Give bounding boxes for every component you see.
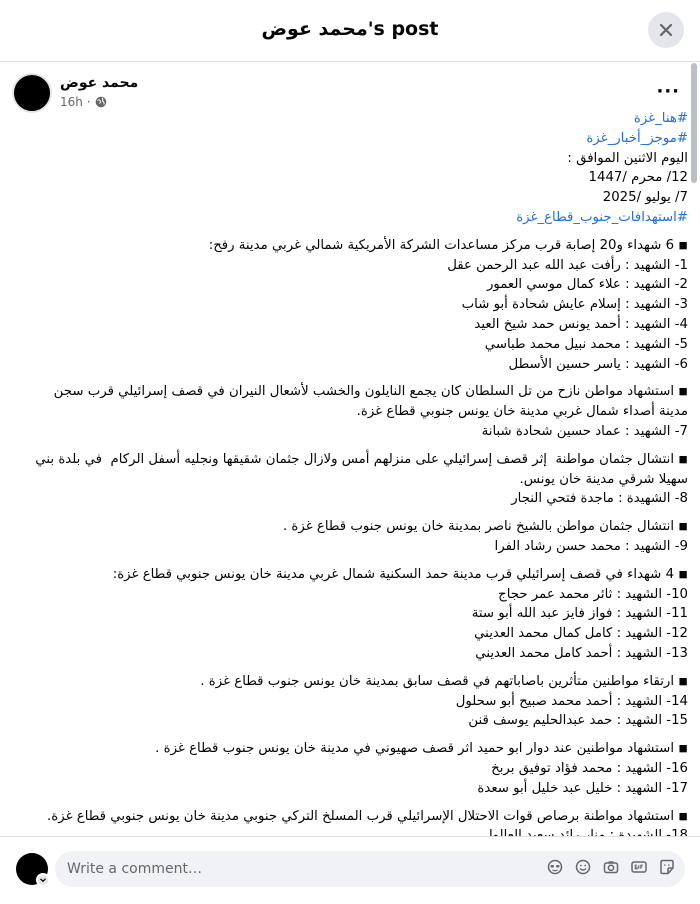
comment-input-box[interactable] [55, 851, 685, 887]
post-text [16, 109, 688, 846]
post-text-line: 10- الشهيد : ثائر محمد عمر حجاج [498, 586, 688, 602]
post-text-line: ◾ استشهاد مواطنة برصاص قوات الاحتلال الإسرائيلي قرب المسلخ التركي جنوبي مدينة خان يونس جنوبي قطاع غزة. [47, 808, 688, 824]
post-text-line: 7/ يوليو /2025 [602, 190, 688, 206]
post-text-line: 15- الشهيد : حمد عبدالحليم يوسف قنن [468, 713, 688, 729]
hashtag-link[interactable]: #هنا_غزة [633, 111, 688, 126]
close-button[interactable] [648, 12, 684, 48]
emoji-button[interactable] [575, 859, 591, 875]
post-meta [60, 95, 107, 109]
gif-icon [631, 859, 647, 875]
close-icon [658, 22, 674, 38]
author-avatar[interactable] [12, 73, 52, 113]
hashtag-link[interactable]: #استهدافات_جنوب_قطاع_غزة [516, 209, 688, 225]
post-text-line: 6- الشهيد : ياسر حسين الأسطل [508, 356, 688, 372]
gif-button[interactable] [631, 859, 647, 875]
post-text-line: 17- الشهيد : خليل عبد خليل أبو سعدة [477, 780, 688, 796]
camera-button[interactable] [603, 859, 619, 875]
post-text-line: 16- الشهيد : محمد فؤاد توفيق بربخ [491, 760, 688, 776]
post-text-line: 9- الشهيد : محمد حسن رشاد الفرا [494, 538, 688, 554]
post-text-line: 3- الشهيد : إسلام عايش شحادة أبو شاب [461, 297, 688, 313]
post-title: محمد عوض's post [261, 18, 439, 40]
post-text-line: ◾ استشهاد مواطن نازح من تل السلطان كان يجمع النايلون والخشب لأشعال النيران في قصف إسرائيلي قرب سجن [53, 384, 688, 400]
post-text-line: 8- الشهيدة : ماجدة فتحي النجار [511, 491, 688, 507]
post-time[interactable]: 16h · [60, 95, 91, 109]
comment-tools [547, 859, 675, 875]
post-text-line: ◾ ارتقاء مواطنين متأثرين باصاباتهم في قصف سابق بمدينة خان يونس جنوب قطاع غزة . [200, 673, 688, 689]
post-text-line: ◾ انتشال جثمان مواطن بالشيخ ناصر بمدينة خان يونس جنوب قطاع غزة . [282, 519, 688, 535]
post-text-line: سهيلا شرقي مدينة خان يونس. [519, 471, 688, 487]
scrollbar-thumb[interactable] [691, 63, 697, 183]
post-text-line: 13- الشهيد : أحمد كامل محمد العديني [475, 645, 688, 661]
post-text-line: ◾ 4 شهداء في قصف إسرائيلي قرب مدينة حمد السكنية شمال غربي مدينة خان يونس جنوبي قطاع غزة: [112, 566, 688, 582]
post-text-line: اليوم الاثنين الموافق : [567, 150, 688, 166]
post-scroll-area[interactable] [0, 63, 700, 835]
post-text-line: 11- الشهيد : فواز فايز عبد الله أبو ستة [471, 606, 688, 622]
comment-input[interactable] [67, 851, 447, 887]
sticker-icon [659, 859, 675, 875]
more-options-button[interactable] [656, 81, 680, 102]
avatar-sticker-button[interactable] [547, 859, 563, 875]
post-text-line: 14- الشهيد : أحمد محمد صبيح أبو سحلول [455, 693, 688, 709]
globe-icon [95, 96, 107, 108]
avatar-sticker-icon [547, 859, 563, 875]
more-icon: ··· [656, 81, 680, 102]
post-text-line: 2- الشهيد : علاء كمال موسي العمور [486, 277, 688, 293]
post-text-line: ◾ استشهاد مواطنين عند دوار ابو حميد اثر قصف صهيوني في مدينة خان يونس جنوب قطاع غزة . [155, 741, 688, 757]
hashtag-link[interactable]: #موجز_أخبار_غزة [586, 130, 688, 146]
post-header [0, 0, 700, 62]
account-switch-badge[interactable] [36, 873, 50, 887]
post-text-line: 12/ محرم /1447 [588, 170, 688, 186]
sticker-button[interactable] [659, 859, 675, 875]
author-name[interactable]: محمد عوض [60, 75, 139, 91]
post-text-line: 5- الشهيد : محمد نبيل محمد طباسي [484, 336, 688, 352]
post-text-line: ◾ انتشال جثمان مواطنة إثر قصف إسرائيلي على منزلهم أمس ولازال جثمان شقيقها ونجليه أسفل الركام في بلدة بني [35, 451, 688, 467]
camera-icon [603, 859, 619, 875]
post-text-line: 12- الشهيد : كامل كمال محمد العديني [474, 626, 688, 642]
post-text-line: مدينة أصداء شمال غربي مدينة خان يونس جنوبي قطاع غزة. [356, 404, 688, 420]
chevron-down-icon [39, 876, 47, 884]
post-text-line: 4- الشهيد : أحمد يونس حمد شيخ العيد [474, 316, 688, 332]
comment-composer [0, 836, 700, 904]
post-text-line: 7- الشهيد : عماد حسين شحادة شبانة [481, 423, 688, 439]
post-text-line: ◾ 6 شهداء و20 إصابة قرب مركز مساعدات الشركة الأمريكية شمالي غربي مدينة رفح: [208, 237, 688, 253]
emoji-icon [575, 859, 591, 875]
post-text-line: 1- الشهيد : رأفت عبد الله عبد الرحمن عقل [447, 257, 688, 273]
